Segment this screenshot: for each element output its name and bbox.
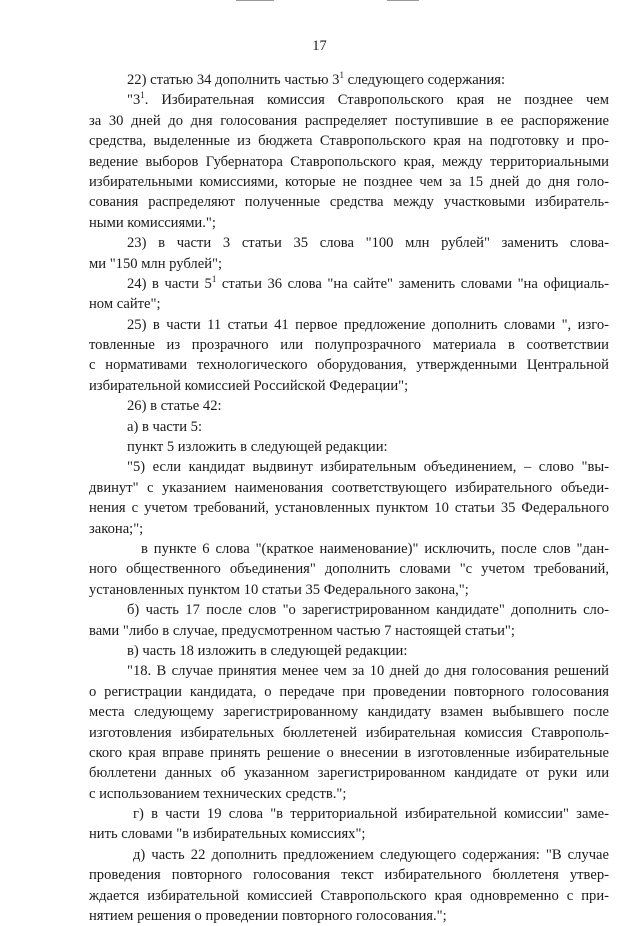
top-edge-mark [236, 0, 274, 1]
text-line: а) в части 5: [127, 418, 203, 435]
text-line: товленные из прозрачного или полупрозрачного материала в соответствии [89, 337, 609, 354]
text-line: с нормативами технологического оборудования, утвержденными Центральной [89, 357, 609, 374]
text-line: нения с учетом требований, установленных пунктом 10 статьи 35 Федерального [89, 500, 609, 517]
text-line: закона;"; [89, 520, 144, 537]
text-line: ждается избирательной комиссией Ставропольского края одновременно с при- [89, 887, 609, 904]
text-line: за 30 дней до дня голосования распределяет поступившие в ее распоряжение [89, 112, 609, 129]
text-line: в) часть 18 изложить в следующей редакции: [127, 642, 408, 659]
text-line: двинут" с указанием наименования соответствующего избирательного объеди- [89, 479, 609, 496]
text-line: в пункте 6 слова "(краткое наименование)" исключить, после слов "дан- [141, 540, 609, 557]
text-line: установленных пунктом 10 статьи 35 Федерального закона,"; [89, 581, 469, 598]
text-line: "18. В случае принятия менее чем за 10 дней до дня голосования решений [127, 663, 609, 680]
text-line: вами "либо в случае, предусмотренном частью 7 настоящей статьи"; [89, 622, 515, 639]
text-line: ного общественного объединения" дополнить словами "с учетом требований, [89, 561, 609, 578]
text-line: "$3^1$. Избирательная комиссия Ставропольского края не позднее чем [127, 90, 609, 109]
text-line: ными комиссиями."; [89, 214, 216, 231]
text-line: средства, выделенные из бюджета Ставропольского края на подготовку и про- [89, 133, 609, 150]
text-line: изготовления избирательных бюллетеней избирательная комиссия Ставрополь- [89, 724, 609, 741]
page-number: 17 [312, 38, 327, 54]
text-line: 24) в части $5^1$ статьи 36 слова "на сайте" заменить словами "на официаль- [127, 273, 609, 292]
text-line: нятием решения о проведении повторного голосования."; [89, 908, 447, 925]
text-line: места следующему зарегистрированному кандидату взамен выбывшего после [89, 704, 609, 721]
text-line: сования распределяют полученные средства между участковыми избиратель- [89, 194, 609, 211]
text-line: "5) если кандидат выдвинут избирательным объединением, – слово "вы- [127, 459, 609, 476]
text-line: избирательными комиссиями, которые не позднее чем за 15 дней до дня голо- [89, 173, 609, 190]
text-line: д) часть 22 дополнить предложением следующего содержания: "В случае [133, 846, 609, 863]
text-line: пункт 5 изложить в следующей редакции: [127, 439, 388, 456]
text-line: 22) статью 34 дополнить частью $3^1$ следующего содержания: [127, 70, 506, 88]
document-body [89, 70, 609, 926]
text-line: 23) в части 3 статьи 35 слова "100 млн рублей" заменить слова- [127, 235, 609, 252]
text-line: бюллетени данных об указанном зарегистрированном кандидате от руки или [89, 765, 609, 782]
text-line: 25) в части 11 статьи 41 первое предложение дополнить словами ", изго- [127, 316, 609, 333]
text-line: ведение выборов Губернатора Ставропольского края, между территориальными [89, 153, 609, 170]
text-line: 26) в статье 42: [127, 398, 222, 415]
text-line: о регистрации кандидата, о передаче при проведении повторного голосования [89, 683, 609, 700]
text-line: г) в части 19 слова "в территориальной избирательной комиссии" заме- [133, 806, 609, 823]
text-line: ном сайте"; [89, 296, 161, 313]
text-line: проведения повторного голосования текст избирательного бюллетеня утвер- [89, 867, 609, 884]
text-line: с использованием технических средств."; [89, 785, 347, 802]
text-line: нить словами "в избирательных комиссиях"; [89, 826, 366, 843]
top-edge-mark [387, 0, 419, 1]
text-line: ского края вправе принять решение о внесении в изготовленные избирательные [89, 744, 609, 761]
text-line: избирательной комиссией Российской Федерации"; [89, 377, 409, 394]
text-line: б) часть 17 после слов "о зарегистрированном кандидате" дополнить сло- [127, 602, 609, 619]
text-line: ми "150 млн рублей"; [89, 255, 223, 272]
